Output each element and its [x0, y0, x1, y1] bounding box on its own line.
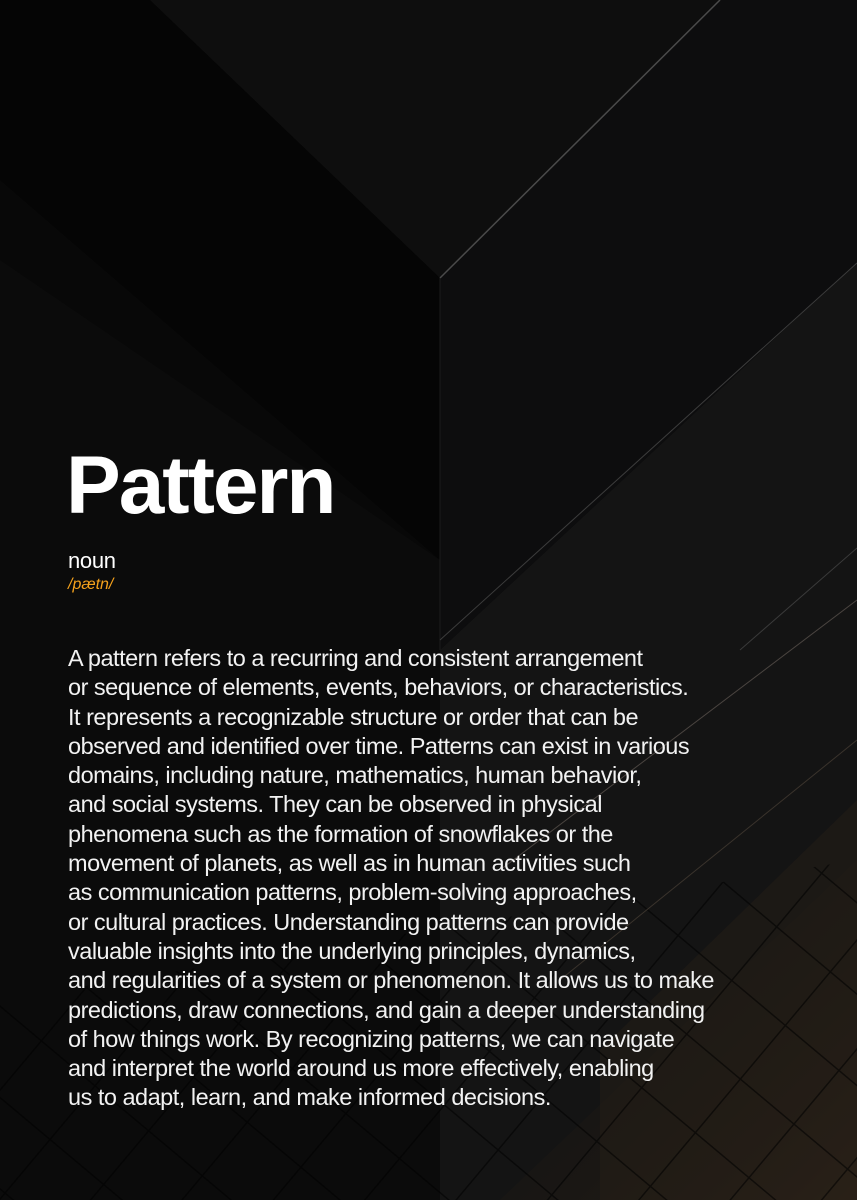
definition-line: valuable insights into the underlying principles, dynamics, [68, 937, 636, 964]
definition-line: predictions, draw connections, and gain a deeper understanding [68, 996, 705, 1023]
definition-line: and interpret the world around us more effectively, enabling [68, 1055, 654, 1082]
definition-line: movement of planets, as well as in human activities such [68, 850, 631, 877]
word-title: Pattern [66, 440, 335, 531]
definition-line: phenomena such as the formation of snowflakes or the [68, 820, 613, 847]
definition-line: as communication patterns, problem-solving approaches, [68, 879, 637, 906]
part-of-speech: noun [68, 548, 116, 573]
definition-line: of how things work. By recognizing patterns, we can navigate [68, 1025, 675, 1052]
definition-line: domains, including nature, mathematics, human behavior, [68, 762, 642, 789]
definition-line: us to adapt, learn, and make informed decisions. [68, 1084, 551, 1111]
definition-line: observed and identified over time. Patterns can exist in various [68, 732, 690, 759]
definition-line: and regularities of a system or phenomenon. It allows us to make [68, 967, 714, 994]
definition-line: or sequence of elements, events, behaviors, or characteristics. [68, 674, 689, 701]
pronunciation: /pætn/ [68, 576, 114, 593]
definition-line: It represents a recognizable structure or order that can be [68, 703, 639, 730]
definition-line: A pattern refers to a recurring and consistent arrangement [68, 645, 643, 671]
definition-line: or cultural practices. Understanding patterns can provide [68, 908, 629, 935]
definition-text [68, 644, 828, 1113]
definition-line: and social systems. They can be observed in physical [68, 791, 602, 818]
